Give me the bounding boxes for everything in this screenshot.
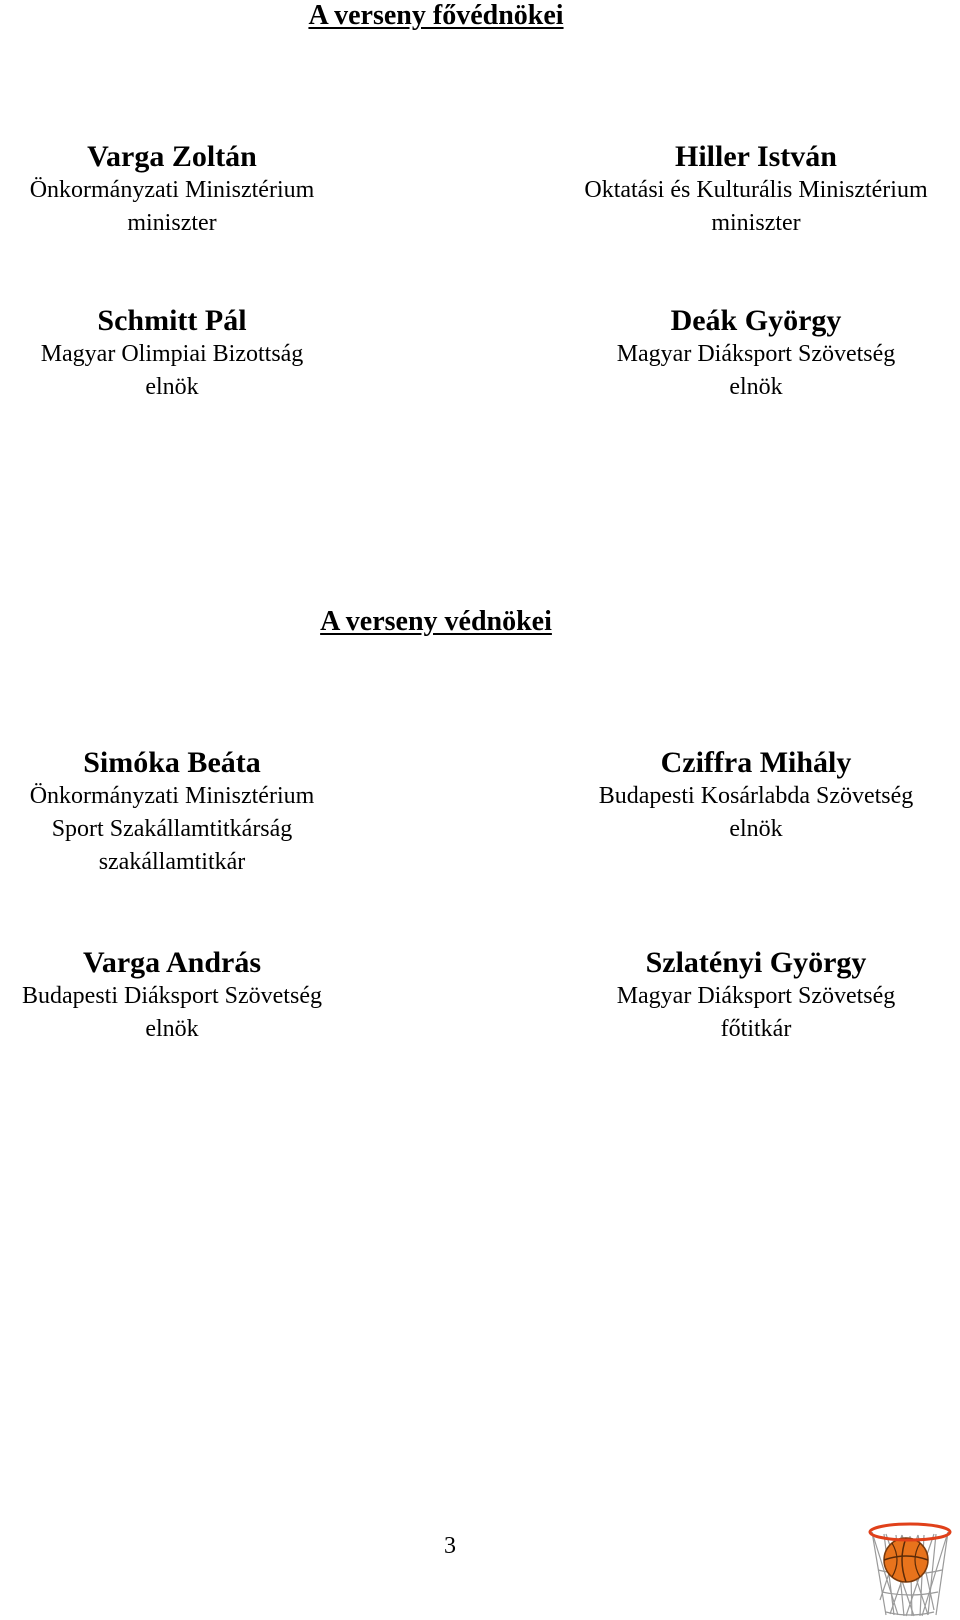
person-org: Oktatási és Kulturális Minisztérium [584,177,928,203]
person-org: Magyar Olimpiai Bizottság [40,341,304,367]
person-org: Önkormányzati Minisztérium [29,177,315,203]
basketball [884,1538,928,1582]
basketball-hoop-icon [862,1520,958,1620]
person-org: Magyar Diáksport Szövetség [616,341,896,367]
sponsor-card [0,946,372,1046]
person-title: miniszter [711,210,801,236]
person-title: elnök [145,1016,199,1042]
page-number: 3 [444,1533,456,1559]
patron-card [556,140,956,240]
person-title: főtitkár [720,1016,792,1042]
sponsors-heading: A verseny védnökei [320,606,552,637]
patron-card [0,140,372,240]
person-title: miniszter [127,210,217,236]
patron-card [0,304,372,404]
person-title: szakállamtitkár [98,849,246,875]
person-org: Budapesti Kosárlabda Szövetség [598,783,914,809]
patron-card [556,304,956,404]
person-name: Deák György [670,304,842,337]
person-name: Varga Zoltán [87,140,257,173]
person-name: Varga András [82,946,262,979]
person-org: Budapesti Diáksport Szövetség [22,983,322,1009]
person-name: Simóka Beáta [83,746,261,779]
person-title: elnök [145,374,199,400]
sponsor-card [556,946,956,1046]
patrons-heading: A verseny fővédnökei [308,0,564,31]
person-name: Cziffra Mihály [660,746,852,779]
person-org: Magyar Diáksport Szövetség [616,983,896,1009]
person-title: elnök [729,816,783,842]
person-name: Szlatényi György [645,946,867,979]
sponsor-card [0,746,372,879]
sponsor-card [556,746,956,846]
person-org: Önkormányzati Minisztérium [29,783,315,809]
person-dept: Sport Szakállamtitkárság [51,816,293,842]
person-title: elnök [729,374,783,400]
person-name: Schmitt Pál [97,304,247,337]
person-name: Hiller István [675,140,837,173]
